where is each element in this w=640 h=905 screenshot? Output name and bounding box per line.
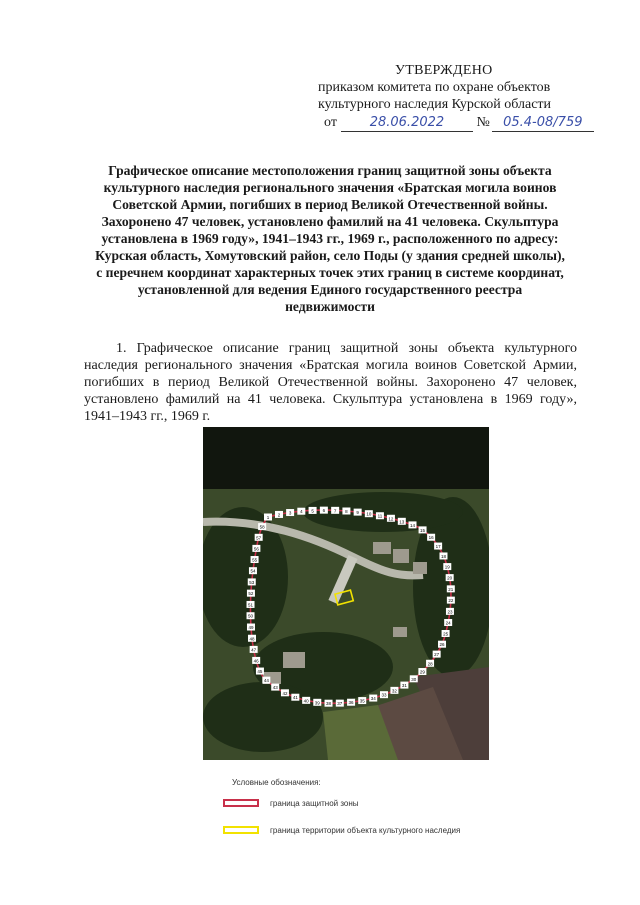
boundary-point-label xyxy=(331,507,339,514)
svg-text:26: 26 xyxy=(439,642,445,648)
boundary-point-label xyxy=(313,699,321,706)
boundary-point-label xyxy=(252,657,260,664)
legend-title: Условные обозначения: xyxy=(232,778,321,787)
boundary-point-label xyxy=(447,597,455,604)
svg-text:27: 27 xyxy=(434,652,440,658)
boundary-point-label xyxy=(387,515,395,522)
svg-text:11: 11 xyxy=(377,513,383,519)
boundary-point-label xyxy=(390,687,398,694)
svg-text:2: 2 xyxy=(277,512,281,518)
satellite-map xyxy=(203,427,489,760)
approval-order-line: приказом комитета по охране объектов xyxy=(318,80,551,95)
svg-text:45: 45 xyxy=(257,669,263,675)
svg-text:37: 37 xyxy=(337,701,343,707)
boundary-point-label xyxy=(358,697,366,704)
svg-text:21: 21 xyxy=(448,586,454,592)
approval-committee-line: культурного наследия Курской области xyxy=(318,97,552,112)
svg-text:36: 36 xyxy=(348,700,354,706)
boundary-point-label xyxy=(264,514,272,521)
boundary-point-label xyxy=(354,509,362,516)
svg-text:25: 25 xyxy=(443,631,449,637)
boundary-point-label xyxy=(369,695,377,702)
legend-label: граница территории объекта культурного наследия xyxy=(270,825,461,835)
svg-text:12: 12 xyxy=(388,516,394,522)
svg-text:56: 56 xyxy=(253,546,259,552)
boundary-point-label xyxy=(446,608,454,615)
svg-text:42: 42 xyxy=(282,690,288,696)
boundary-point-label xyxy=(302,697,310,704)
svg-text:33: 33 xyxy=(381,692,387,698)
svg-text:52: 52 xyxy=(248,591,254,597)
boundary-point-label xyxy=(248,578,256,585)
boundary-point-label xyxy=(418,668,426,675)
svg-text:47: 47 xyxy=(251,647,257,653)
boundary-point-label xyxy=(286,509,294,516)
svg-text:7: 7 xyxy=(333,508,337,514)
boundary-point-label xyxy=(248,635,256,642)
protection-zone-swatch xyxy=(223,799,259,807)
boundary-point-label xyxy=(400,682,408,689)
heritage-territory-swatch xyxy=(223,826,259,834)
svg-text:14: 14 xyxy=(409,522,416,528)
svg-text:46: 46 xyxy=(253,658,259,664)
boundary-point-label xyxy=(408,521,416,528)
boundary-point-label xyxy=(247,601,255,608)
boundary-point-label xyxy=(262,677,270,684)
svg-text:54: 54 xyxy=(250,568,256,574)
svg-text:32: 32 xyxy=(391,688,397,694)
boundary-point-label xyxy=(252,545,260,552)
boundary-point-label xyxy=(438,641,446,648)
svg-text:35: 35 xyxy=(359,698,365,704)
boundary-point-label xyxy=(255,534,263,541)
svg-text:15: 15 xyxy=(420,527,426,533)
svg-text:10: 10 xyxy=(366,511,372,517)
boundary-point-label xyxy=(398,518,406,525)
document-title: Графическое описание местоположения границ защитной зоны объекта культурного наследия регионального значения «Братская могила воинов Советской Армии, погибших в период Великой Отечественной войны. Захоронено 47 человек, установлено фамилий на 41 человека. Скульптура установлена в 1969 году», 1941–1943 гг., 1969 г., расположенного по адресу: Курская область, Хомутовский район, село Поды (у здания средней школы), с перечнем координат характерных точек этих границ в системе координат, установленной для ведения Единого государственного реестра недвижимости xyxy=(95,163,565,314)
svg-text:48: 48 xyxy=(249,636,255,642)
number-prefix: № xyxy=(476,115,490,130)
svg-text:29: 29 xyxy=(419,669,425,675)
boundary-point-label xyxy=(446,574,454,581)
boundary-point-label xyxy=(419,526,427,533)
svg-text:3: 3 xyxy=(288,510,292,516)
boundary-point-label xyxy=(291,694,299,701)
boundary-point-label xyxy=(433,651,441,658)
svg-text:43: 43 xyxy=(272,685,278,691)
boundary-point-label xyxy=(442,630,450,637)
map-svg xyxy=(203,427,489,760)
boundary-point-label xyxy=(325,700,333,707)
svg-text:17: 17 xyxy=(435,544,441,550)
svg-text:31: 31 xyxy=(401,683,407,689)
svg-text:13: 13 xyxy=(399,519,405,525)
svg-text:49: 49 xyxy=(248,625,254,631)
legend-item-heritage-territory xyxy=(223,823,460,837)
approval-heading: УТВЕРЖДЕНО xyxy=(395,63,493,78)
boundary-point-label xyxy=(336,700,344,707)
svg-text:8: 8 xyxy=(345,508,348,514)
boundary-point-label xyxy=(249,567,257,574)
svg-text:51: 51 xyxy=(248,602,254,608)
boundary-point-label xyxy=(443,563,451,570)
svg-text:24: 24 xyxy=(445,620,451,626)
boundary-point-label xyxy=(309,507,317,514)
svg-text:41: 41 xyxy=(292,695,298,701)
boundary-point-label xyxy=(380,691,388,698)
approval-date: 28.06.2022 xyxy=(341,114,473,132)
svg-text:23: 23 xyxy=(447,609,453,615)
svg-text:19: 19 xyxy=(444,564,450,570)
boundary-point-label xyxy=(247,624,255,631)
svg-text:16: 16 xyxy=(428,535,434,541)
svg-text:58: 58 xyxy=(259,524,265,530)
boundary-point-label xyxy=(256,668,264,675)
boundary-point-label xyxy=(427,534,435,541)
boundary-point-label xyxy=(376,512,384,519)
svg-text:1: 1 xyxy=(266,515,270,520)
legend-item-protection-zone xyxy=(223,796,359,810)
boundary-point-label xyxy=(297,508,305,515)
legend-label: граница защитной зоны xyxy=(270,798,359,808)
svg-text:55: 55 xyxy=(252,557,258,563)
svg-text:5: 5 xyxy=(311,508,314,514)
boundary-point-label xyxy=(347,699,355,706)
svg-text:30: 30 xyxy=(411,676,417,682)
svg-text:9: 9 xyxy=(356,510,359,516)
svg-text:4: 4 xyxy=(300,509,303,515)
boundary-point-label xyxy=(444,619,452,626)
boundary-point-label xyxy=(271,684,279,691)
boundary-point-label xyxy=(247,590,255,597)
svg-text:34: 34 xyxy=(370,696,376,702)
boundary-point-label xyxy=(251,556,259,563)
boundary-point-label xyxy=(320,507,328,514)
description-paragraph: 1. Графическое описание границ защитной зоны объекта культурного наследия регионального значения «Братская могила воинов Советской Армии, погибших в период Великой Отечественной войны. Захоронено 47 человек, установлено фамилий на 41 человека. Скульптура установлена в 1969 году», 1941–1943 гг., 1969 г. xyxy=(84,341,577,424)
svg-text:53: 53 xyxy=(249,579,255,585)
boundary-point-label xyxy=(281,689,289,696)
dark-top-strip xyxy=(203,427,489,489)
boundary-point-label xyxy=(434,543,442,550)
svg-text:28: 28 xyxy=(427,661,433,667)
svg-text:6: 6 xyxy=(322,508,326,514)
boundary-point-label xyxy=(410,675,418,682)
boundary-point-label xyxy=(365,510,373,517)
svg-text:44: 44 xyxy=(263,678,269,684)
svg-text:57: 57 xyxy=(256,535,262,541)
svg-text:40: 40 xyxy=(303,698,309,704)
boundary-point-label xyxy=(275,511,283,518)
svg-text:20: 20 xyxy=(447,575,453,581)
date-prefix: от xyxy=(324,115,337,130)
approval-number: 05.4-08/759 xyxy=(492,114,594,132)
boundary-point-label xyxy=(247,612,255,619)
svg-text:22: 22 xyxy=(448,598,454,604)
boundary-point-label xyxy=(250,646,258,653)
svg-text:18: 18 xyxy=(440,553,446,559)
svg-text:39: 39 xyxy=(314,700,320,706)
boundary-point-label xyxy=(439,552,447,559)
svg-text:38: 38 xyxy=(326,701,332,707)
boundary-point-label xyxy=(426,660,434,667)
svg-text:50: 50 xyxy=(248,613,254,619)
boundary-point-label xyxy=(342,507,350,514)
approval-date-number-line xyxy=(324,114,594,132)
boundary-point-label xyxy=(258,523,266,530)
boundary-point-label xyxy=(447,585,455,592)
